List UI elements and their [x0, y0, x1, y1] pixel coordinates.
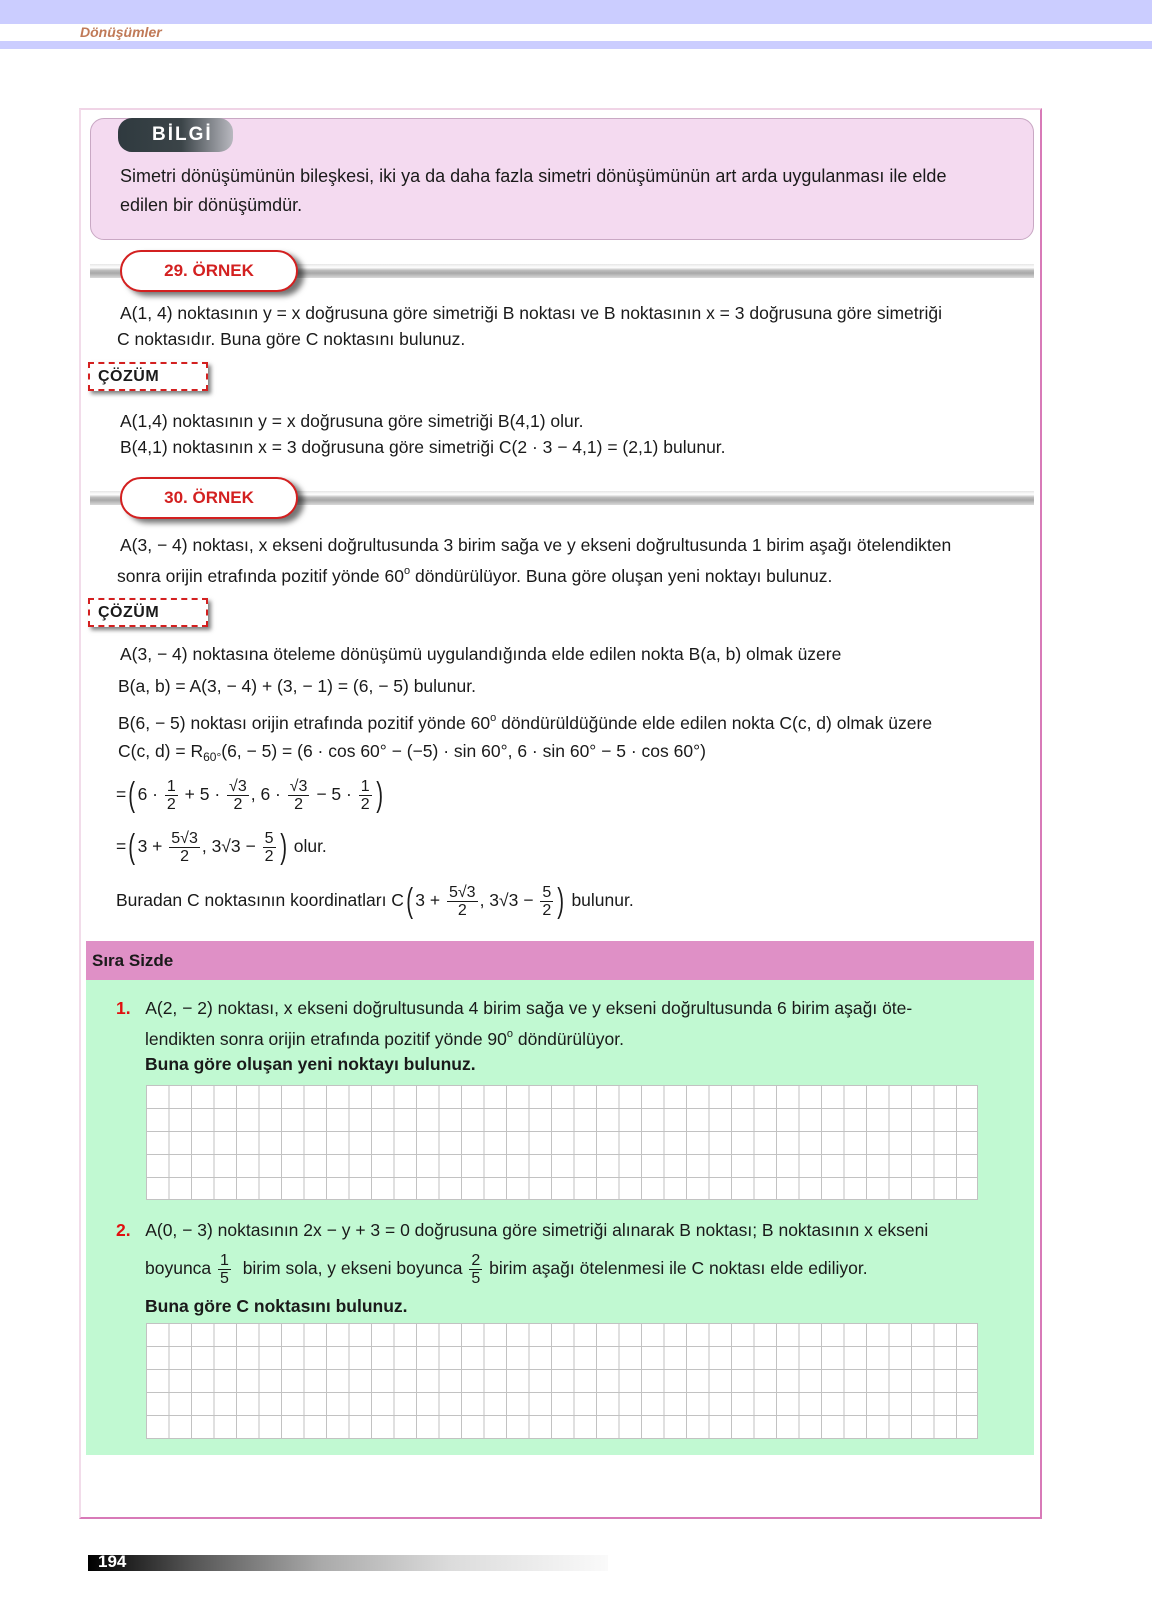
info-tag: BİLGİ [118, 118, 233, 152]
numerator: 1 [360, 777, 370, 795]
denominator: 2 [166, 795, 176, 813]
example-30-solution-line [118, 738, 706, 770]
text-segment: 6 · [137, 784, 158, 804]
info-text [120, 162, 1020, 220]
footer-bar [88, 1555, 608, 1571]
numerator: √3 [289, 777, 308, 795]
numerator: 5 [542, 883, 552, 901]
exercise-1-line [116, 995, 912, 1021]
numerator: √3 [229, 777, 247, 795]
text-segment: boyunca [145, 1258, 212, 1278]
exercise-number: 2. [116, 1220, 131, 1240]
text-segment: , 3√3 − [479, 890, 534, 910]
degree-symbol: o [403, 565, 411, 577]
fraction [288, 778, 310, 813]
text-segment: + 5 · [184, 784, 221, 804]
fraction [540, 884, 553, 919]
denominator: 2 [542, 901, 552, 919]
exercise-2-line [145, 1248, 868, 1288]
denominator: 2 [360, 795, 370, 813]
denominator: 2 [264, 847, 274, 865]
text-segment: B(6, − 5) noktası orijin etrafında pozitif yönde 60 [118, 713, 491, 733]
left-paren: ( [406, 882, 414, 921]
text-segment: , 3√3 − [201, 836, 256, 856]
denominator: 2 [180, 847, 189, 865]
equals-sign: = [116, 836, 127, 856]
denominator: 2 [457, 901, 467, 919]
numerator: 1 [220, 1251, 229, 1269]
exercise-2-line [116, 1217, 928, 1243]
exercise-number: 1. [116, 998, 131, 1018]
text-segment: 3 + [137, 836, 163, 856]
equals-sign: = [116, 784, 127, 804]
fraction [227, 778, 249, 813]
fraction [447, 884, 478, 919]
numerator: 2 [471, 1251, 481, 1269]
info-text-line: Simetri dönüşümünün bileşkesi, iki ya da daha fazla simetri dönüşümünün art arda uygulanması ile elde [120, 166, 947, 186]
example-29-label: 29. ÖRNEK [120, 250, 298, 292]
example-30-solution-line [118, 705, 932, 736]
page-number: 194 [98, 1552, 127, 1571]
exercise-2-prompt: Buna göre C noktasını bulunuz. [145, 1296, 408, 1316]
example-30-label: 30. ÖRNEK [120, 477, 298, 519]
exercise-2-answer-grid[interactable] [146, 1323, 978, 1439]
rotation-subscript: 60° [203, 750, 222, 764]
text-segment: döndürülüyor. Buna göre oluşan yeni noktayı bulunuz. [410, 566, 833, 586]
exercise-1-line [145, 1021, 624, 1052]
denominator: 5 [471, 1269, 481, 1287]
example-30-conclusion [116, 878, 634, 922]
denominator: 5 [220, 1269, 229, 1287]
text-segment: Buradan C noktasının koordinatları C [116, 890, 404, 910]
example-29-question-line: C noktasıdır. Buna göre C noktasını bulunuz. [117, 329, 466, 349]
top-header-band [0, 0, 1152, 24]
fraction [165, 778, 178, 813]
right-paren: ) [375, 776, 383, 815]
fraction [169, 830, 200, 865]
text-segment: − 5 · [316, 784, 352, 804]
info-text-line: edilen bir dönüşümdür. [120, 195, 303, 215]
example-30-question-line: A(3, − 4) noktası, x ekseni doğrultusunda 3 birim sağa ve y ekseni doğrultusunda 1 birim aşağı ötelendikten [120, 535, 952, 555]
right-paren: ) [279, 828, 287, 867]
text-segment: lendikten sonra orijin etrafında pozitif yönde 90 [145, 1029, 507, 1049]
numerator: 1 [166, 777, 176, 795]
fraction [469, 1252, 482, 1287]
fraction [359, 778, 372, 813]
left-paren: ( [128, 776, 136, 815]
exercise-1-answer-grid[interactable] [146, 1085, 978, 1200]
left-paren: ( [128, 828, 136, 867]
text-segment: birim aşağı ötelenmesi ile C noktası elde ediliyor. [489, 1258, 868, 1278]
example-29-solution-line: A(1,4) noktasının y = x doğrusuna göre simetriği B(4,1) olur. [120, 411, 584, 431]
text-segment: (6, − 5) = (6 · cos 60° − (−5) · sin 60°, 6 · sin 60° − 5 · cos 60°) [221, 741, 706, 761]
sira-sizde-header: Sıra Sizde [86, 941, 1034, 980]
denominator: 2 [294, 795, 304, 813]
exercise-1-prompt: Buna göre oluşan yeni noktayı bulunuz. [145, 1054, 476, 1074]
text-segment: döndürülüyor. [513, 1029, 624, 1049]
text-segment: birim sola, y ekseni boyunca [242, 1258, 463, 1278]
right-paren: ) [557, 882, 565, 921]
example-30-question-line [117, 558, 832, 589]
text-segment: A(2, − 2) noktası, x ekseni doğrultusunda 4 birim sağa ve y ekseni doğrultusunda 6 birim aşağı öte- [145, 998, 913, 1018]
text-segment: 3 + [415, 890, 441, 910]
fraction [218, 1252, 231, 1287]
example-30-solution-line [116, 824, 327, 868]
numerator: 5√3 [171, 829, 198, 847]
fraction [263, 830, 276, 865]
text-segment: bulunur. [571, 890, 634, 910]
example-29-question-line: A(1, 4) noktasının y = x doğrusuna göre simetriği B noktası ve B noktasının x = 3 doğrusuna göre simetriği [120, 303, 942, 323]
text-segment: olur. [293, 836, 327, 856]
text-segment: A(0, − 3) noktasının 2x − y + 3 = 0 doğrusuna göre simetriği alınarak B noktası; B noktasının x ekseni [145, 1220, 929, 1240]
example-29-solution-line: B(4,1) noktasının x = 3 doğrusuna göre simetriği C(2 · 3 − 4,1) = (2,1) bulunur. [120, 437, 726, 457]
text-segment: sonra orijin etrafında pozitif yönde 60 [117, 566, 404, 586]
example-30-solution-line: A(3, − 4) noktasına öteleme dönüşümü uygulandığında elde edilen nokta B(a, b) olmak üzere [120, 644, 842, 664]
numerator: 5√3 [448, 883, 476, 901]
solution-label: ÇÖZÜM [88, 362, 208, 391]
degree-symbol: o [506, 1028, 514, 1040]
chapter-title: Dönüşümler [80, 24, 162, 40]
top-header-band-lower [0, 41, 1152, 49]
example-30-solution-line: B(a, b) = A(3, − 4) + (3, − 1) = (6, − 5) bulunur. [118, 676, 476, 696]
denominator: 2 [233, 795, 243, 813]
solution-label: ÇÖZÜM [88, 598, 208, 627]
example-30-solution-line [116, 772, 385, 816]
text-segment: döndürüldüğünde elde edilen nokta C(c, d) olmak üzere [496, 713, 933, 733]
text-segment: , 6 · [250, 784, 281, 804]
text-segment: C(c, d) = R [118, 741, 204, 761]
degree-symbol: o [490, 712, 497, 724]
numerator: 5 [264, 829, 274, 847]
